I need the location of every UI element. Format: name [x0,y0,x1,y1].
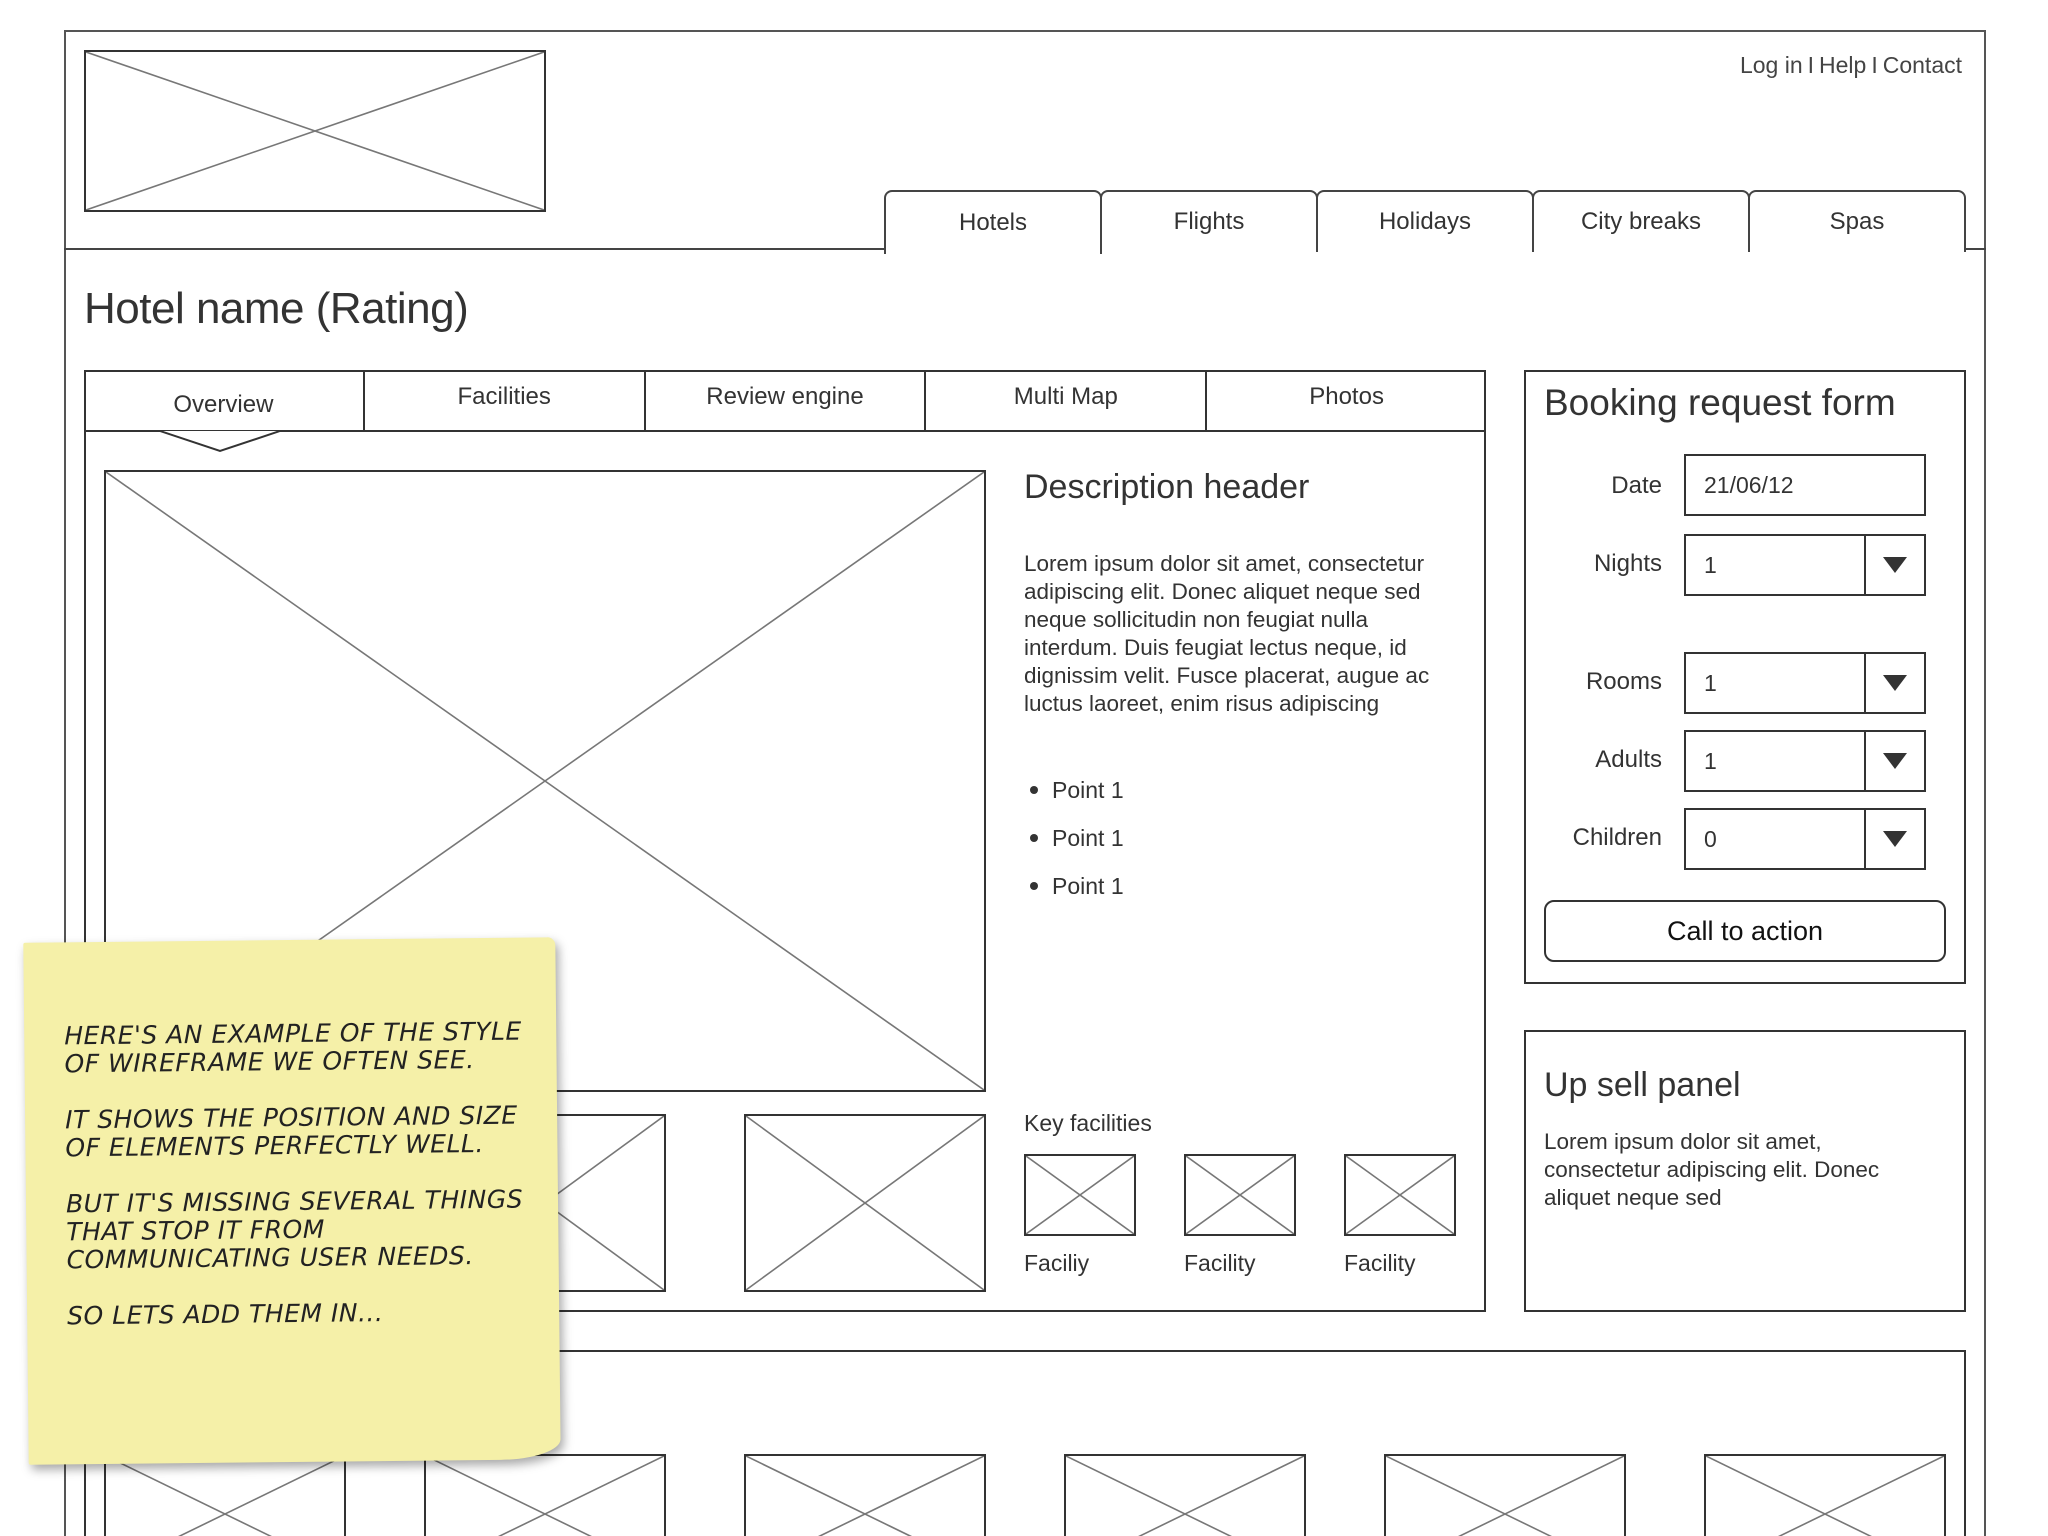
children-value: 0 [1704,825,1717,852]
booking-form-title: Booking request form [1544,382,1896,423]
tab-label: Multi Map [1013,383,1118,410]
children-label: Children [1572,824,1662,851]
sticky-note-paragraph: HERE'S AN EXAMPLE OF THE STYLE OF WIREFRAME WE OFTEN SEE. [64,1016,522,1079]
tab-facilities[interactable] [365,370,646,430]
nights-label: Nights [1593,550,1662,577]
tab-label: Review engine [706,383,864,410]
sticky-note-paragraph: SO LETS ADD THEM IN... [67,1298,384,1331]
point-item: Point 1 [1024,766,1124,814]
sticky-note [23,937,560,1465]
rooms-select[interactable] [1684,652,1926,714]
sticky-note-paragraph: BUT IT'S MISSING SEVERAL THINGS THAT STOP IT FROM COMMUNICATING USER NEEDS. [65,1184,524,1275]
nav-tab-label: Flights [1173,208,1245,235]
login-link[interactable]: Log in [1739,52,1803,78]
gallery-image[interactable] [744,1454,986,1536]
gallery-image[interactable] [1384,1454,1626,1536]
dropdown-arrow-icon[interactable] [1864,536,1924,594]
nav-tab-flights[interactable] [1100,190,1318,252]
upsell-title: Up sell panel [1544,1066,1741,1104]
point-item: Point 1 [1024,862,1124,910]
nav-tab-label: Spas [1829,208,1885,235]
point-list [1024,766,1124,910]
adults-value: 1 [1704,747,1717,774]
tab-review-engine[interactable] [646,370,927,430]
nights-value: 1 [1704,551,1717,578]
gallery-image[interactable] [424,1454,666,1536]
date-label: Date [1611,472,1662,499]
nav-tab-hotels[interactable] [884,190,1102,254]
facility-icon [1344,1154,1456,1236]
tab-overview[interactable] [84,370,365,430]
key-facilities-heading: Key facilities [1024,1110,1152,1136]
tab-label: Overview [173,391,274,418]
gallery-image[interactable] [1064,1454,1306,1536]
gallery-image[interactable] [1704,1454,1946,1536]
thumbnail-image[interactable] [744,1114,986,1292]
adults-label: Adults [1595,746,1662,773]
contact-link[interactable]: Contact [1882,52,1962,78]
facility-icon [1184,1154,1296,1236]
dropdown-arrow-icon[interactable] [1864,810,1924,868]
nav-tab-spas[interactable] [1748,190,1966,252]
link-separator: I [1871,52,1878,78]
nav-tab-holidays[interactable] [1316,190,1534,252]
nav-tab-city-breaks[interactable] [1532,190,1750,252]
facility-label: Facility [1184,1250,1256,1276]
tab-multi-map[interactable] [926,370,1207,430]
tab-label: Photos [1309,383,1384,410]
tab-label: Facilities [457,383,551,410]
dropdown-arrow-icon[interactable] [1864,654,1924,712]
date-field[interactable] [1684,454,1926,516]
dropdown-arrow-icon[interactable] [1864,732,1924,790]
nav-tab-label: City breaks [1580,208,1702,235]
nav-tab-label: Holidays [1378,208,1472,235]
gallery-image[interactable] [104,1454,346,1536]
tab-photos[interactable] [1207,370,1486,430]
call-to-action-button[interactable]: Call to action [1544,900,1946,962]
description-body: Lorem ipsum dolor sit amet, consectetur adipiscing elit. Donec aliquet neque sed neque sollicitudin non feugiat nulla interdum. Duis feugiat lectus neque, id dignissim velit. Fusce placerat, augue ac luctus laoreet, enim risus adipiscing [1024,551,1430,716]
children-select[interactable] [1684,808,1926,870]
utility-links [1740,52,1962,79]
content-tabs [84,370,1486,432]
page-title: Hotel name (Rating) [84,284,469,333]
upsell-body: Lorem ipsum dolor sit amet, consectetur adipiscing elit. Donec aliquet neque sed [1544,1129,1880,1210]
sticky-note-text [64,1017,547,1358]
help-link[interactable]: Help [1819,52,1867,78]
logo-placeholder[interactable] [84,50,546,212]
facility-label: Faciliy [1024,1250,1090,1276]
facility-icon [1024,1154,1136,1236]
point-item: Point 1 [1024,814,1124,862]
facility-label: Facility [1344,1250,1416,1276]
date-value: 21/06/12 [1704,471,1794,498]
adults-select[interactable] [1684,730,1926,792]
nav-tab-label: Hotels [958,209,1028,236]
link-separator: I [1807,52,1815,78]
rooms-value: 1 [1704,669,1717,696]
sticky-note-paragraph: IT SHOWS THE POSITION AND SIZE OF ELEMENTS PERFECTLY WELL. [64,1100,518,1163]
description-header: Description header [1024,468,1310,506]
nights-select[interactable] [1684,534,1926,596]
rooms-label: Rooms [1585,668,1662,695]
active-tab-pointer [160,431,280,453]
